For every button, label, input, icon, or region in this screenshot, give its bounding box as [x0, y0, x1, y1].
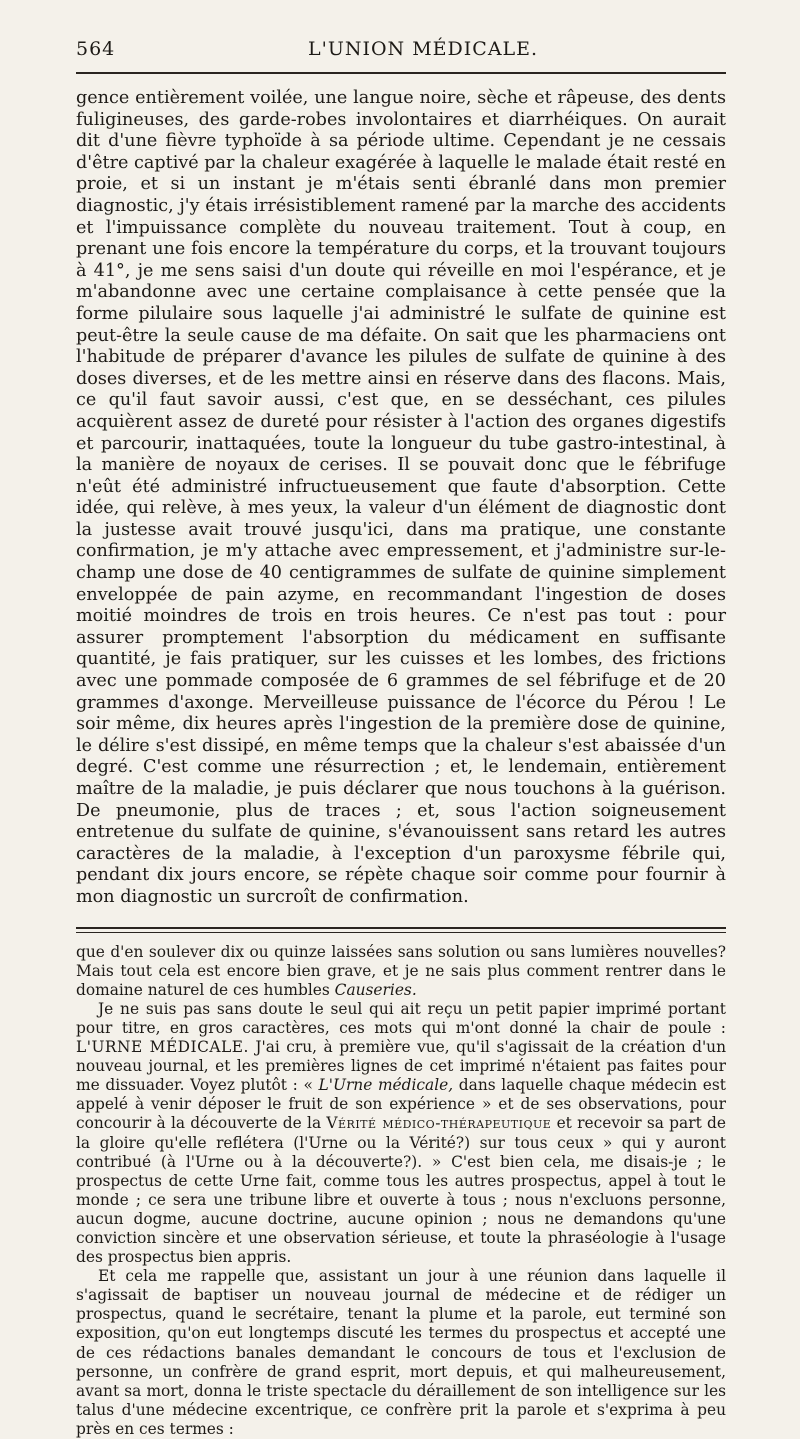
feuilleton-p2-smallcaps-2: Vérité médico-thérapeutique — [326, 1114, 552, 1133]
feuilleton — [76, 943, 726, 1439]
page-number: 564 — [76, 38, 116, 60]
feuilleton-p2-c: dans laquelle chaque médecin est appelé à venir déposer le fruit de son expérience » et de ses observations, pour concourir à la découverte de la — [76, 1076, 726, 1133]
feuilleton-p1-italic: Causeries. — [334, 980, 417, 999]
main-column — [76, 88, 726, 909]
feuilleton-paragraph-1 — [76, 943, 726, 1000]
feuilleton-separator — [76, 927, 726, 933]
feuilleton-paragraph-2 — [76, 1000, 726, 1267]
page-header — [76, 38, 726, 72]
feuilleton-p2-a: Je ne suis pas sans doute le seul qui ait reçu un petit papier imprimé portant pour titre, en gros caractères, ces mots qui m'ont donné la chair de poule : — [76, 999, 726, 1037]
main-paragraph: gence entièrement voilée, une langue noire, sèche et râpeuse, des dents fuligineuses, des garde-robes involontaires et diarrhéiques. On aurait dit d'une fièvre typhoïde à sa période ultime. Cependant je ne cessais d'être captivé par la chaleur exagérée à laquelle le malade était resté en proie, et si un instant je m'étais senti ébranlé dans mon premier diagnostic, j'y étais irrésistiblement ramené par la marche des accidents et l'impuissance complète du nouveau traitement. Tout à coup, en prenant une fois encore la température du corps, et la trouvant toujours à 41°, je me sens saisi d'un doute qui réveille en moi l'espérance, et je m'abandonne avec une certaine complaisance à cette pensée que la forme pilulaire sous laquelle j'ai administré le sulfate de quinine est peut-être la seule cause de ma défaite. On sait que les pharmaciens ont l'habitude de préparer d'avance les pilules de sulfate de quinine à des doses diverses, et de les mettre ainsi en réserve dans des flacons. Mais, ce qu'il faut savoir aussi, c'est que, en se desséchant, ces pilules acquièrent assez de dureté pour résister à l'action des organes digestifs et parcourir, inattaquées, toute la longueur du tube gastro-intestinal, à la manière de noyaux de cerises. Il se pouvait donc que le fébrifuge n'eût été administré infructueusement que faute d'absorption. Cette idée, qui relève, à mes yeux, la valeur d'un élément de diagnostic dont la justesse avait trouvé jusqu'ici, dans ma pratique, une constante confirmation, je m'y attache avec empressement, et j'administre sur-le-champ une dose de 40 centigrammes de sulfate de quinine simplement enveloppée de pain azyme, en recommandant l'ingestion de doses moitié moindres de trois en trois heures. Ce n'est pas tout : pour assurer promptement l'absorption du médicament en suffisante quantité, je fais pratiquer, sur les cuisses et les lombes, des frictions avec une pommade composée de 6 grammes de sel fébrifuge et de 20 grammes d'axonge. Merveilleuse puissance de l'écorce du Pérou ! Le soir même, dix heures après l'ingestion de la première dose de quinine, le délire s'est dissipé, en même temps que la chaleur s'est abaissée d'un degré. C'est comme une résurrection ; et, le lendemain, entièrement maître de la maladie, je puis déclarer que nous touchons à la guérison. De pneumonie, plus de traces ; et, sous l'action soigneusement entretenue du sulfate de quinine, s'évanouissent sans retard les autres caractères de la maladie, à l'exception d'un paroxysme fébrile qui, pendant dix jours encore, se répète chaque soir comme pour fournir à mon diagnostic un surcroît de confirmation. — [76, 88, 726, 907]
header-rule — [76, 72, 726, 74]
running-head: L'UNION MÉDICALE. — [308, 38, 539, 60]
feuilleton-p2-b: J'ai cru, à première vue, qu'il s'agissait de la création d'un nouveau journal, et les premières lignes de cet imprimé n'étaient pas faites pour me dissuader. Voyez plutôt : « — [76, 1038, 726, 1095]
feuilleton-p2-d: et recevoir sa part de la gloire qu'elle reflétera (l'Urne ou la Vérité?) sur tous ceux » qui y auront contribué (à l'Urne ou à la découverte?). » C'est bien cela, me disais-je ; le prospectus de cette Urne fait, comme tous les autres prospectus, appel à tout le monde ; ce sera une tribune libre et ouverte à tous ; nous n'excluons personne, aucun dogme, aucune doctrine, aucune opinion ; nous ne demandons qu'une conviction sincère et une observation sérieuse, et toute la phraséologie à l'usage des prospectus bien appris. — [76, 1114, 726, 1267]
feuilleton-p1-text: que d'en soulever dix ou quinze laissées sans solution ou sans lumières nouvelles? Mais tout cela est encore bien grave, et je ne sais plus comment rentrer dans le domaine naturel de ces humbles — [76, 942, 726, 999]
feuilleton-paragraph-3: Et cela me rappelle que, assistant un jour à une réunion dans laquelle il s'agissait de baptiser un nouveau journal de médecine et de rédiger un prospectus, quand le secrétaire, tenant la plume et la parole, eut terminé son exposition, qu'on eut longtemps discuté les termes du prospectus et accepté une de ces rédactions banales demandant le concours de tous et l'exclusion de personne, un confrère de grand esprit, mort depuis, et qui malheureusement, avant sa mort, donna le triste spectacle du déraillement de son intelligence sur les talus d'une médecine excentrique, ce confrère prit la parole et s'exprima à peu près en ces termes : — [76, 1267, 726, 1438]
feuilleton-p2-italic: L'Urne médicale, — [318, 1076, 454, 1095]
feuilleton-p2-smallcaps: L'URNE MÉDICALE. — [76, 1038, 249, 1057]
